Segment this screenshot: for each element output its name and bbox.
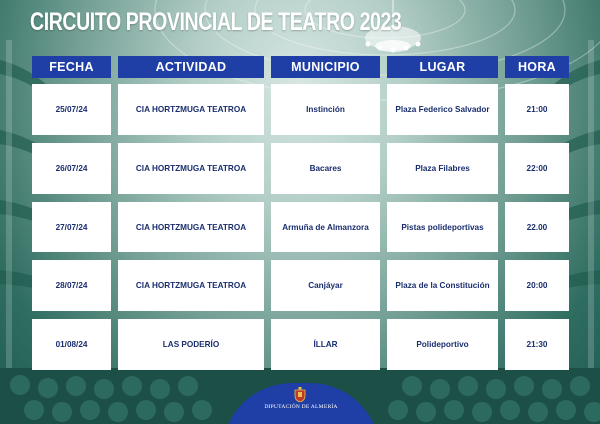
- header-hora: HORA: [505, 56, 569, 78]
- cell-lugar: Plaza Federico Salvador: [387, 84, 498, 135]
- cell-fecha: 26/07/24: [32, 143, 111, 194]
- header-actividad: ACTIVIDAD: [118, 56, 264, 78]
- cell-fecha: 25/07/24: [32, 84, 111, 135]
- cell-lugar: Polideportivo: [387, 319, 498, 370]
- cell-actividad: CIA HORTZMUGA TEATROA: [118, 260, 264, 311]
- cell-hora: 22.00: [505, 202, 569, 252]
- cell-actividad: CIA HORTZMUGA TEATROA: [118, 84, 264, 135]
- footer-logo-text: DIPUTACIÓN DE ALMERÍA: [264, 404, 338, 410]
- cell-municipio: Instinción: [271, 84, 380, 135]
- cell-fecha: 27/07/24: [32, 202, 111, 252]
- header-lugar: LUGAR: [387, 56, 498, 78]
- cell-lugar: Pistas polideportivas: [387, 202, 498, 252]
- coat-of-arms-icon: [294, 387, 306, 402]
- cell-municipio: Bacares: [271, 143, 380, 194]
- cell-hora: 20:00: [505, 260, 569, 311]
- cell-fecha: 28/07/24: [32, 260, 111, 311]
- cell-lugar: Plaza de la Constitución: [387, 260, 498, 311]
- cell-hora: 21:00: [505, 84, 569, 135]
- header-fecha: FECHA: [32, 56, 111, 78]
- cell-actividad: CIA HORTZMUGA TEATROA: [118, 143, 264, 194]
- cell-municipio: ÍLLAR: [271, 319, 380, 370]
- page-title: CIRCUITO PROVINCIAL DE TEATRO 2023: [30, 8, 402, 36]
- cell-actividad: LAS PODERÍO: [118, 319, 264, 370]
- cell-municipio: Armuña de Almanzora: [271, 202, 380, 252]
- cell-hora: 22:00: [505, 143, 569, 194]
- cell-fecha: 01/08/24: [32, 319, 111, 370]
- cell-municipio: Canjáyar: [271, 260, 380, 311]
- header-municipio: MUNICIPIO: [271, 56, 380, 78]
- cell-actividad: CIA HORTZMUGA TEATROA: [118, 202, 264, 252]
- cell-lugar: Plaza Filabres: [387, 143, 498, 194]
- cell-hora: 21:30: [505, 319, 569, 370]
